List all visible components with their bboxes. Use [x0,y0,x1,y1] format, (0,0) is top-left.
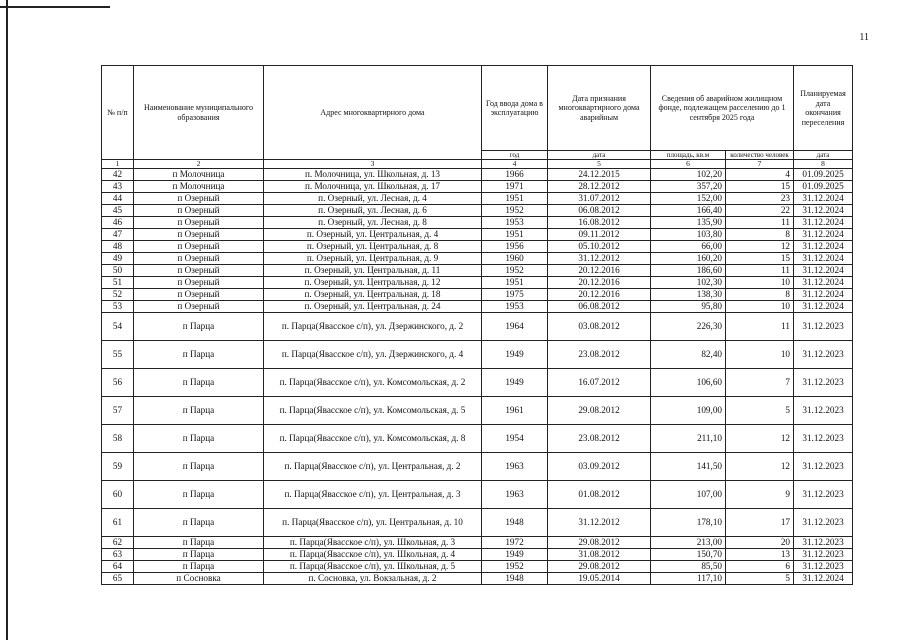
scan-edge-left [6,0,8,640]
cell-recognition-date: 19.05.2014 [548,573,651,585]
column-number: 3 [264,160,482,169]
scan-edge-top [0,6,110,8]
cell-address: п. Озерный, ул. Центральная, д. 4 [264,229,482,241]
table-row [102,549,853,561]
cell-people: 11 [726,265,794,277]
cell-address: п. Озерный, ул. Лесная, д. 4 [264,193,482,205]
cell-year: 1956 [482,241,548,253]
cell-num: 58 [102,425,134,453]
cell-num: 45 [102,205,134,217]
cell-year: 1948 [482,509,548,537]
table-row [102,301,853,313]
cell-address: п. Парца(Явасское с/п), ул. Комсомольская, д. 8 [264,425,482,453]
cell-municipality: п Парца [134,561,264,573]
cell-people: 12 [726,241,794,253]
cell-year: 1949 [482,369,548,397]
cell-area: 138,30 [651,289,726,301]
cell-people: 23 [726,193,794,205]
cell-municipality: п Парца [134,509,264,537]
cell-recognition-date: 03.08.2012 [548,313,651,341]
resettlement-table [101,65,853,585]
cell-address: п. Парца(Явасское с/п), ул. Центральная, д. 10 [264,509,482,537]
cell-plan-date: 31.12.2024 [794,229,853,241]
cell-plan-date: 31.12.2024 [794,217,853,229]
cell-plan-date: 31.12.2023 [794,453,853,481]
cell-municipality: п Парца [134,481,264,509]
cell-area: 211,10 [651,425,726,453]
cell-people: 10 [726,277,794,289]
cell-num: 55 [102,341,134,369]
cell-plan-date: 31.12.2023 [794,341,853,369]
header-recognition-date: Дата признания многоквартирного дома аварийным [548,66,651,151]
table-row [102,253,853,265]
cell-year: 1952 [482,561,548,573]
column-number: 8 [794,160,853,169]
cell-municipality: п Парца [134,369,264,397]
cell-recognition-date: 23.08.2012 [548,425,651,453]
cell-area: 213,00 [651,537,726,549]
cell-recognition-date: 05.10.2012 [548,241,651,253]
cell-area: 357,20 [651,181,726,193]
table-row [102,341,853,369]
page-number: 11 [859,32,869,43]
cell-recognition-date: 20.12.2016 [548,277,651,289]
subheader-date: дата [548,151,651,160]
cell-year: 1961 [482,397,548,425]
cell-year: 1966 [482,169,548,181]
cell-area: 166,40 [651,205,726,217]
cell-address: п. Озерный, ул. Лесная, д. 6 [264,205,482,217]
cell-address: п. Озерный, ул. Лесная, д. 8 [264,217,482,229]
cell-people: 7 [726,369,794,397]
cell-area: 103,80 [651,229,726,241]
cell-num: 57 [102,397,134,425]
table-row [102,169,853,181]
cell-num: 56 [102,369,134,397]
cell-municipality: п Парца [134,313,264,341]
cell-area: 141,50 [651,453,726,481]
cell-recognition-date: 20.12.2016 [548,289,651,301]
cell-area: 150,70 [651,549,726,561]
cell-recognition-date: 03.09.2012 [548,453,651,481]
cell-address: п. Парца(Явасское с/п), ул. Дзержинского, д. 4 [264,341,482,369]
cell-num: 43 [102,181,134,193]
cell-recognition-date: 29.08.2012 [548,561,651,573]
table-row [102,229,853,241]
cell-people: 13 [726,549,794,561]
subheader-plan-date: дата [794,151,853,160]
cell-plan-date: 31.12.2023 [794,509,853,537]
cell-area: 226,30 [651,313,726,341]
table-row [102,369,853,397]
cell-year: 1949 [482,549,548,561]
cell-year: 1972 [482,537,548,549]
cell-plan-date: 01.09.2025 [794,181,853,193]
cell-num: 49 [102,253,134,265]
cell-year: 1954 [482,425,548,453]
cell-plan-date: 31.12.2024 [794,265,853,277]
cell-people: 10 [726,301,794,313]
header-emergency-fund-info: Сведения об аварийном жилищном фонде, подлежащем расселению до 1 сентября 2025 года [651,66,794,151]
column-number: 2 [134,160,264,169]
header-municipality: Наименование муниципального образования [134,66,264,160]
cell-plan-date: 31.12.2023 [794,425,853,453]
cell-address: п. Озерный, ул. Центральная, д. 8 [264,241,482,253]
cell-people: 20 [726,537,794,549]
header-num: № п/п [102,66,134,160]
cell-municipality: п Озерный [134,241,264,253]
column-number: 7 [726,160,794,169]
cell-num: 61 [102,509,134,537]
header-address: Адрес многоквартирного дома [264,66,482,160]
cell-address: п. Озерный, ул. Центральная, д. 11 [264,265,482,277]
cell-year: 1949 [482,341,548,369]
cell-people: 15 [726,181,794,193]
cell-num: 46 [102,217,134,229]
column-number: 6 [651,160,726,169]
subheader-people: количество человек [726,151,794,160]
cell-municipality: п Озерный [134,193,264,205]
table-row [102,241,853,253]
cell-address: п. Озерный, ул. Центральная, д. 18 [264,289,482,301]
table-row [102,397,853,425]
cell-area: 109,00 [651,397,726,425]
table-row [102,277,853,289]
cell-recognition-date: 20.12.2016 [548,265,651,277]
cell-municipality: п Парца [134,341,264,369]
cell-plan-date: 31.12.2023 [794,561,853,573]
cell-plan-date: 31.12.2024 [794,253,853,265]
cell-people: 8 [726,289,794,301]
column-number: 1 [102,160,134,169]
cell-recognition-date: 01.08.2012 [548,481,651,509]
subheader-area: площадь, кв.м [651,151,726,160]
subheader-year: год [482,151,548,160]
cell-num: 47 [102,229,134,241]
cell-people: 12 [726,425,794,453]
cell-recognition-date: 23.08.2012 [548,341,651,369]
cell-num: 62 [102,537,134,549]
cell-people: 22 [726,205,794,217]
cell-plan-date: 31.12.2023 [794,313,853,341]
cell-municipality: п Озерный [134,289,264,301]
table-row [102,217,853,229]
cell-year: 1971 [482,181,548,193]
cell-year: 1963 [482,453,548,481]
cell-municipality: п Озерный [134,217,264,229]
cell-year: 1953 [482,301,548,313]
table-row [102,181,853,193]
cell-plan-date: 31.12.2023 [794,549,853,561]
cell-area: 85,50 [651,561,726,573]
cell-year: 1951 [482,277,548,289]
cell-year: 1951 [482,193,548,205]
cell-plan-date: 01.09.2025 [794,169,853,181]
cell-year: 1951 [482,229,548,241]
cell-num: 53 [102,301,134,313]
cell-people: 15 [726,253,794,265]
cell-num: 44 [102,193,134,205]
cell-num: 54 [102,313,134,341]
cell-num: 42 [102,169,134,181]
cell-num: 64 [102,561,134,573]
cell-area: 152,00 [651,193,726,205]
cell-address: п. Молочница, ул. Школьная, д. 13 [264,169,482,181]
cell-year: 1963 [482,481,548,509]
header-year: Год ввода дома в эксплуатацию [482,66,548,151]
cell-municipality: п Парца [134,537,264,549]
column-number: 4 [482,160,548,169]
cell-plan-date: 31.12.2024 [794,205,853,217]
cell-people: 6 [726,561,794,573]
table-row [102,481,853,509]
cell-area: 102,20 [651,169,726,181]
cell-recognition-date: 16.08.2012 [548,217,651,229]
cell-num: 52 [102,289,134,301]
cell-plan-date: 31.12.2023 [794,537,853,549]
cell-plan-date: 31.12.2023 [794,397,853,425]
cell-municipality: п Озерный [134,253,264,265]
cell-address: п. Парца(Явасское с/п), ул. Центральная, д. 2 [264,453,482,481]
table-row [102,289,853,301]
cell-recognition-date: 09.11.2012 [548,229,651,241]
cell-area: 66,00 [651,241,726,253]
cell-area: 82,40 [651,341,726,369]
cell-address: п. Озерный, ул. Центральная, д. 24 [264,301,482,313]
cell-municipality: п Молочница [134,169,264,181]
cell-municipality: п Молочница [134,181,264,193]
header-planned-date: Планируемая дата окончания переселения [794,66,853,151]
table-row [102,561,853,573]
cell-area: 160,20 [651,253,726,265]
cell-area: 178,10 [651,509,726,537]
cell-area: 117,10 [651,573,726,585]
cell-recognition-date: 31.08.2012 [548,549,651,561]
cell-recognition-date: 06.08.2012 [548,205,651,217]
cell-plan-date: 31.12.2023 [794,369,853,397]
cell-num: 51 [102,277,134,289]
cell-address: п. Парца(Явасское с/п), ул. Комсомольская, д. 5 [264,397,482,425]
cell-municipality: п Парца [134,397,264,425]
cell-municipality: п Парца [134,425,264,453]
cell-num: 60 [102,481,134,509]
cell-area: 102,30 [651,277,726,289]
table-row [102,193,853,205]
cell-plan-date: 31.12.2024 [794,289,853,301]
table-row [102,425,853,453]
cell-address: п. Сосновка, ул. Вокзальная, д. 2 [264,573,482,585]
cell-num: 50 [102,265,134,277]
cell-recognition-date: 31.07.2012 [548,193,651,205]
cell-people: 11 [726,313,794,341]
cell-people: 4 [726,169,794,181]
cell-address: п. Парца(Явасское с/п), ул. Школьная, д. 3 [264,537,482,549]
cell-recognition-date: 29.08.2012 [548,537,651,549]
column-number: 5 [548,160,651,169]
cell-area: 135,90 [651,217,726,229]
cell-people: 5 [726,573,794,585]
cell-people: 12 [726,453,794,481]
cell-year: 1960 [482,253,548,265]
table-header-row [102,66,853,151]
cell-recognition-date: 16.07.2012 [548,369,651,397]
cell-recognition-date: 31.12.2012 [548,509,651,537]
cell-people: 17 [726,509,794,537]
cell-municipality: п Озерный [134,301,264,313]
cell-recognition-date: 28.12.2012 [548,181,651,193]
cell-municipality: п Озерный [134,277,264,289]
table-row [102,509,853,537]
cell-area: 95,80 [651,301,726,313]
cell-recognition-date: 29.08.2012 [548,397,651,425]
cell-year: 1964 [482,313,548,341]
cell-plan-date: 31.12.2024 [794,277,853,289]
cell-address: п. Парца(Явасское с/п), ул. Школьная, д. 4 [264,549,482,561]
cell-address: п. Парца(Явасское с/п), ул. Комсомольская, д. 2 [264,369,482,397]
cell-address: п. Парца(Явасское с/п), ул. Школьная, д. 5 [264,561,482,573]
cell-municipality: п Сосновка [134,573,264,585]
cell-people: 5 [726,397,794,425]
cell-area: 186,60 [651,265,726,277]
table-row [102,265,853,277]
cell-num: 59 [102,453,134,481]
table-row [102,313,853,341]
cell-people: 9 [726,481,794,509]
cell-area: 107,00 [651,481,726,509]
cell-address: п. Озерный, ул. Центральная, д. 12 [264,277,482,289]
cell-plan-date: 31.12.2024 [794,573,853,585]
cell-municipality: п Парца [134,549,264,561]
cell-plan-date: 31.12.2024 [794,241,853,253]
cell-recognition-date: 31.12.2012 [548,253,651,265]
cell-address: п. Молочница, ул. Школьная, д. 17 [264,181,482,193]
cell-people: 10 [726,341,794,369]
table-row [102,205,853,217]
cell-year: 1952 [482,205,548,217]
cell-plan-date: 31.12.2024 [794,193,853,205]
cell-municipality: п Озерный [134,265,264,277]
cell-address: п. Парца(Явасское с/п), ул. Центральная, д. 3 [264,481,482,509]
cell-recognition-date: 06.08.2012 [548,301,651,313]
cell-num: 48 [102,241,134,253]
table-row [102,573,853,585]
cell-municipality: п Озерный [134,205,264,217]
cell-municipality: п Парца [134,453,264,481]
cell-year: 1952 [482,265,548,277]
cell-plan-date: 31.12.2024 [794,301,853,313]
table-row [102,537,853,549]
cell-year: 1953 [482,217,548,229]
cell-address: п. Парца(Явасское с/п), ул. Дзержинского, д. 2 [264,313,482,341]
cell-recognition-date: 24.12.2015 [548,169,651,181]
cell-num: 65 [102,573,134,585]
cell-address: п. Озерный, ул. Центральная, д. 9 [264,253,482,265]
cell-plan-date: 31.12.2023 [794,481,853,509]
table-row [102,453,853,481]
cell-area: 106,60 [651,369,726,397]
column-number-row [102,160,853,169]
cell-num: 63 [102,549,134,561]
cell-people: 11 [726,217,794,229]
cell-year: 1975 [482,289,548,301]
cell-people: 8 [726,229,794,241]
cell-year: 1948 [482,573,548,585]
cell-municipality: п Озерный [134,229,264,241]
